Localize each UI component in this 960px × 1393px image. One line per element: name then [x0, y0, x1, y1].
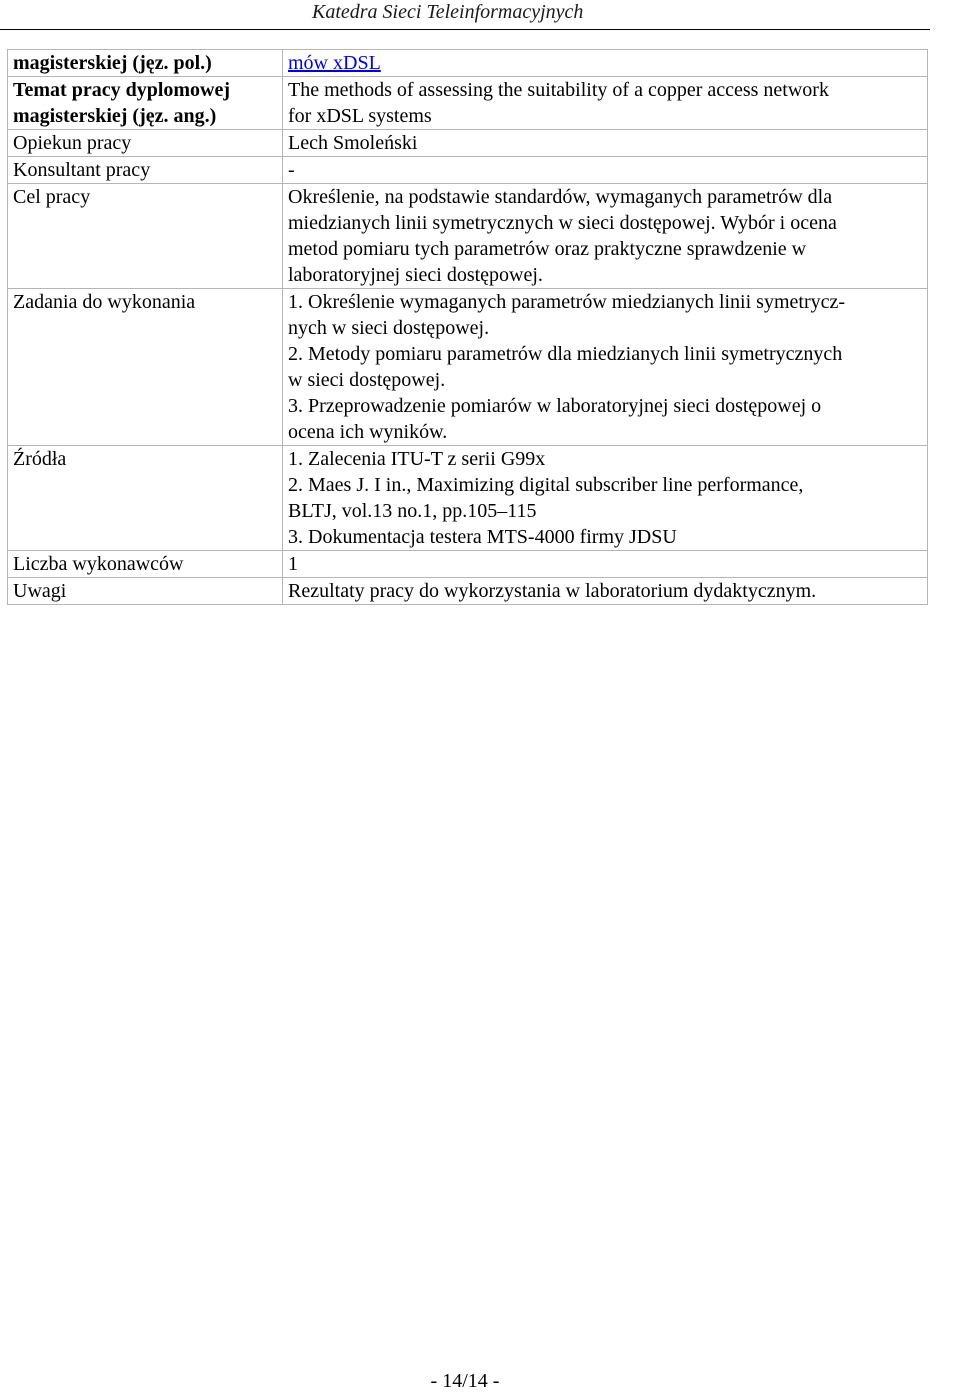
- title-pl-link[interactable]: mów xDSL: [288, 52, 381, 74]
- value-line: for xDSL systems: [288, 105, 432, 127]
- value-goal: [283, 184, 928, 289]
- value-line: w sieci dostępowej.: [288, 369, 446, 391]
- page-number: - 14/14 -: [430, 1370, 500, 1392]
- header-divider: [0, 29, 930, 30]
- label-line: Temat pracy dyplomowej: [13, 79, 231, 101]
- value-line: laboratoryjnej sieci dostępowej.: [288, 264, 543, 286]
- value-line: 1. Zalecenia ITU-T z serii G99x: [288, 448, 546, 470]
- label-line: magisterskiej (jęz. ang.): [13, 105, 217, 127]
- value-line: Określenie, na podstawie standardów, wymaganych parametrów dla: [288, 186, 833, 208]
- label-title-en: [8, 77, 283, 130]
- label-tasks: Zadania do wykonania: [8, 289, 283, 446]
- label-supervisor: Opiekun pracy: [8, 130, 283, 157]
- page-header-title: Katedra Sieci Teleinformacyjnych: [312, 1, 584, 23]
- value-line: metod pomiaru tych parametrów oraz praktyczne sprawdzenie w: [288, 238, 807, 260]
- label-goal: Cel pracy: [8, 184, 283, 289]
- table-row-consultant: [8, 157, 928, 184]
- value-contractors: 1: [283, 551, 928, 578]
- table-row-remarks: [8, 578, 928, 605]
- thesis-details-table: [7, 49, 928, 605]
- table-row-title-en: [8, 77, 928, 130]
- table-row-goal: [8, 184, 928, 289]
- label-consultant: Konsultant pracy: [8, 157, 283, 184]
- value-sources: [283, 446, 928, 551]
- value-line: The methods of assessing the suitability of a copper access network: [288, 79, 829, 101]
- value-title-en: [283, 77, 928, 130]
- table-row-supervisor: [8, 130, 928, 157]
- label-remarks: Uwagi: [8, 578, 283, 605]
- value-line: 2. Metody pomiaru parametrów dla miedzianych linii symetrycznych: [288, 343, 843, 365]
- value-tasks: [283, 289, 928, 446]
- value-title-pl: [283, 50, 928, 77]
- value-line: 2. Maes J. I in., Maximizing digital subscriber line performance,: [288, 474, 804, 496]
- value-line: 3. Przeprowadzenie pomiarów w laboratoryjnej sieci dostępowej o: [288, 395, 822, 417]
- value-line: 1. Określenie wymaganych parametrów miedzianych linii symetrycz-: [288, 291, 846, 313]
- label-title-pl: magisterskiej (jęz. pol.): [8, 50, 283, 77]
- table-row-contractors: [8, 551, 928, 578]
- table-row-sources: [8, 446, 928, 551]
- value-remarks: Rezultaty pracy do wykorzystania w laboratorium dydaktycznym.: [283, 578, 928, 605]
- value-supervisor: Lech Smoleński: [283, 130, 928, 157]
- value-consultant: -: [283, 157, 928, 184]
- value-line: ocena ich wyników.: [288, 421, 448, 443]
- value-line: miedzianych linii symetrycznych w sieci dostępowej. Wybór i ocena: [288, 212, 837, 234]
- table-row-tasks: [8, 289, 928, 446]
- value-line: 3. Dokumentacja testera MTS-4000 firmy JDSU: [288, 526, 677, 548]
- table-row-title-pl: [8, 50, 928, 77]
- label-contractors: Liczba wykonawców: [8, 551, 283, 578]
- label-sources: Źródła: [8, 446, 283, 551]
- value-line: BLTJ, vol.13 no.1, pp.105–115: [288, 500, 537, 522]
- value-line: nych w sieci dostępowej.: [288, 317, 490, 339]
